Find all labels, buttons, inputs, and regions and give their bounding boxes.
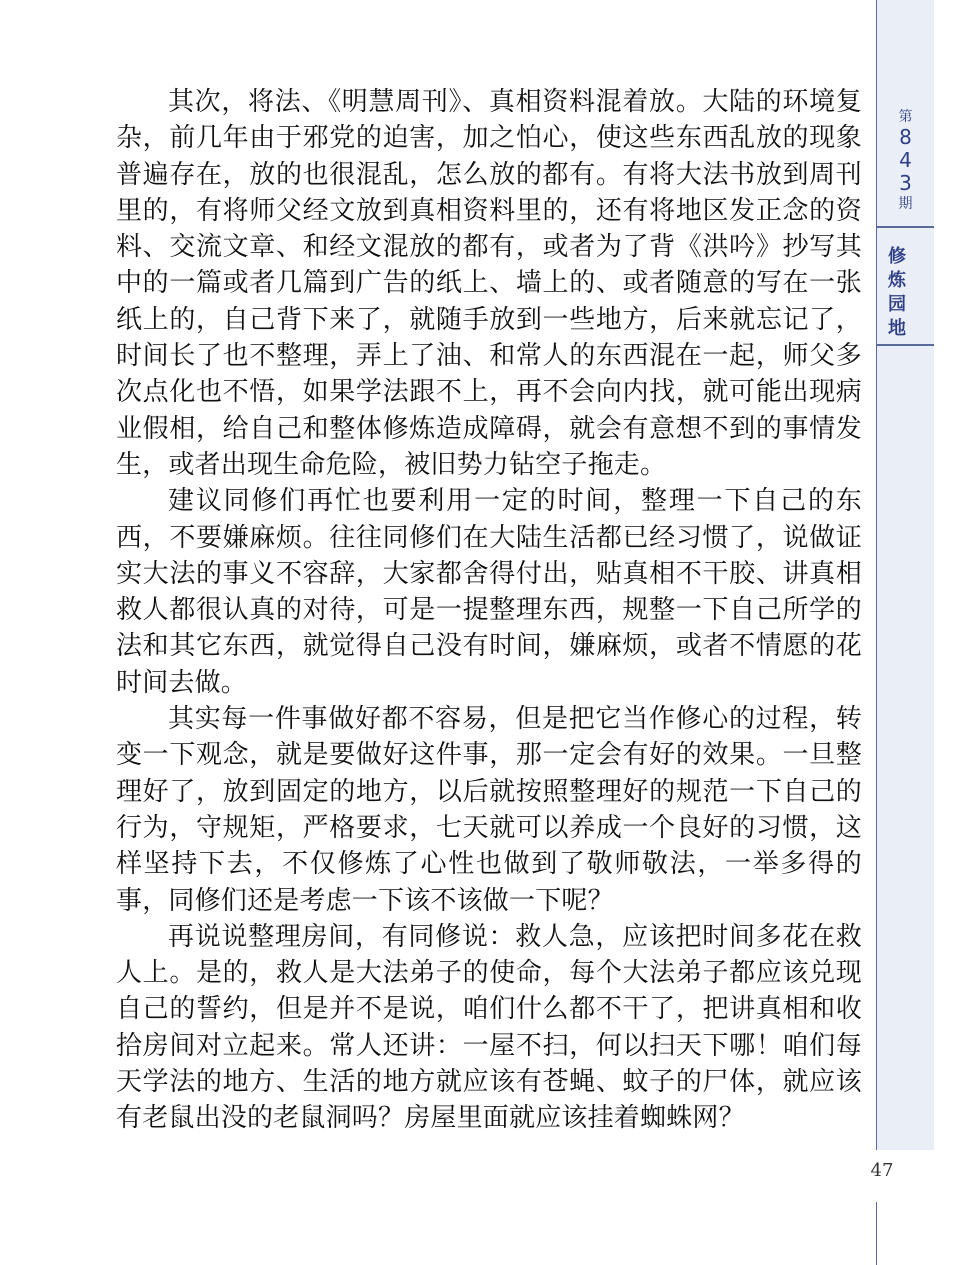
paragraph: 其实每一件事做好都不容易，但是把它当作修心的过程，转变一下观念，就是要做好这件事，那一定会有好的效果。一旦整理好了，放到固定的地方，以后就按照整理好的规范一下自己的行为，守规矩，严格要求，七天就可以养成一个良好的习惯，这样坚持下去，不仅修炼了心性也做到了敬师敬法，一举多得的事，同修们还是考虑一下该不该做一下呢？: [116, 704, 862, 916]
page-number: 47: [870, 1160, 894, 1181]
paragraph: 其次，将法、《明慧周刊》、真相资料混着放。大陆的环境复杂，前几年由于邪党的迫害，加之怕心，使这些东西乱放的现象普遍存在，放的也很混乱，怎么放的都有。有将大法书放到周刊里的，有将师父经文放到真相资料里的，还有将地区发正念的资料、交流文章、和经文混放的都有，或者为了背《洪吟》抄写其中的一篇或者几篇到广告的纸上、墙上的、或者随意的写在一张纸上的，自己背下来了，就随手放到一些地方，后来就忘记了，时间长了也不整理，弄上了油、和常人的东西混在一起，师父多次点化也不悟，如果学法跟不上，再不会向内找，就可能出现病业假相，给自己和整体修炼造成障碍，就会有意想不到的事情发生，或者出现生命危险，被旧势力钻空子拖走。: [116, 87, 862, 480]
issue-digit: 4: [899, 148, 912, 172]
section-label: [877, 245, 917, 341]
sidebar-divider: [877, 344, 934, 346]
section-char: 地: [888, 318, 906, 339]
article-body: [116, 84, 862, 1137]
section-char: 园: [888, 294, 906, 315]
sidebar-divider: [877, 226, 934, 228]
issue-label: [877, 108, 934, 213]
issue-number: [877, 126, 934, 195]
section-char: 修: [888, 246, 906, 267]
issue-prefix: 第: [898, 109, 913, 125]
issue-digit: 8: [899, 125, 912, 149]
issue-digit: 3: [899, 171, 912, 195]
paragraph: 再说说整理房间，有同修说：救人急，应该把时间多花在救人上。是的，救人是大法弟子的使命，每个大法弟子都应该兑现自己的誓约，但是并不是说，咱们什么都不干了，把讲真相和收拾房间对立起来。常人还讲：一屋不扫，何以扫天下哪！咱们每天学法的地方、生活的地方就应该有苍蝇、蚊子的尸体，就应该有老鼠出没的老鼠洞吗？房屋里面就应该挂着蜘蛛网？: [116, 921, 862, 1134]
section-char: 炼: [888, 270, 906, 291]
paragraph: 建议同修们再忙也要利用一定的时间，整理一下自己的东西，不要嫌麻烦。往往同修们在大陆生活都已经习惯了，说做证实大法的事义不容辞，大家都舍得付出，贴真相不干胶、讲真相救人都很认真的对待，可是一提整理东西，规整一下自己所学的法和其它东西，就觉得自己没有时间，嫌麻烦，或者不情愿的花时间去做。: [116, 486, 862, 698]
issue-suffix: 期: [898, 196, 913, 212]
sidebar-border-bottom: [876, 1202, 877, 1265]
